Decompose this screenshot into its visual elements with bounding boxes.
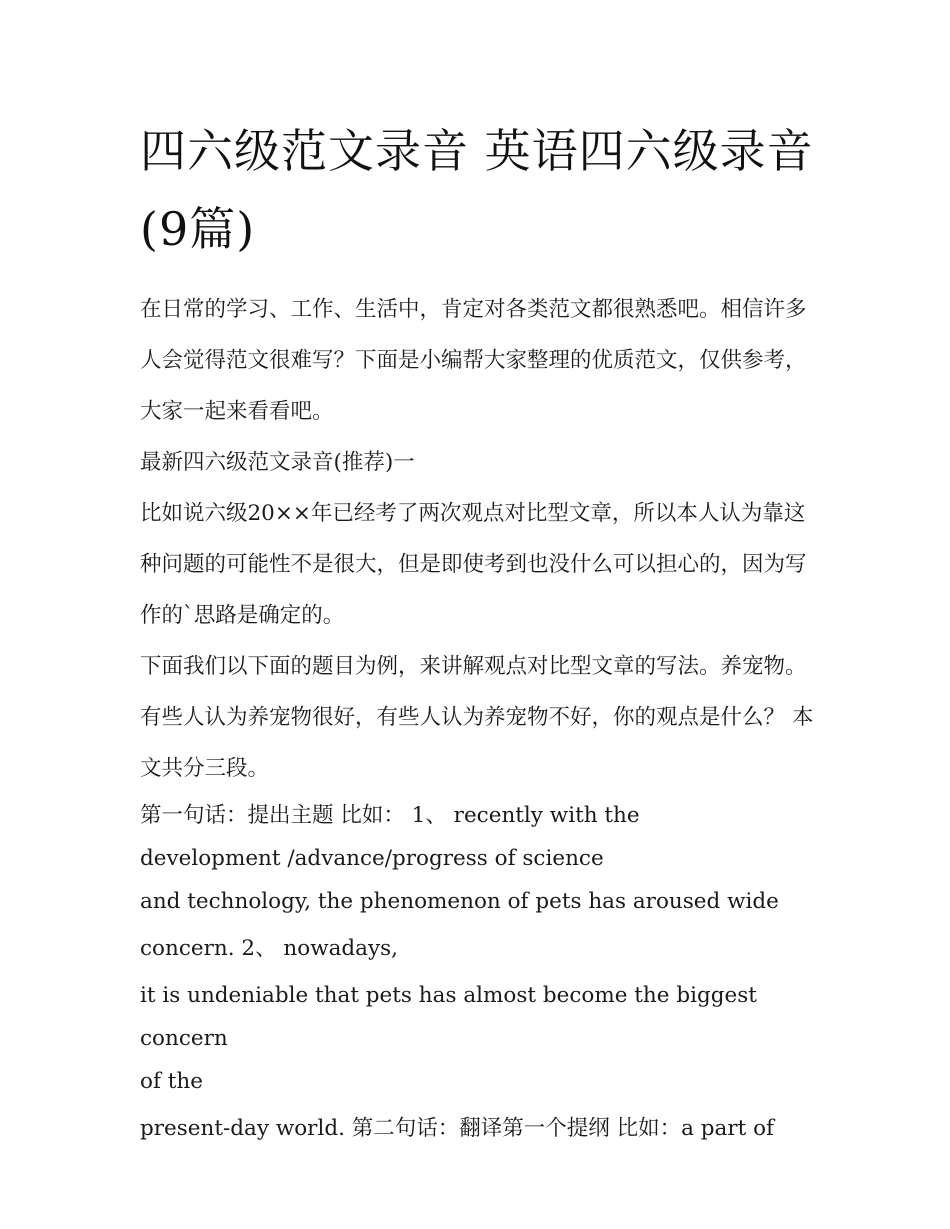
text-line-4: concern. 2、 nowadays, [140,936,399,961]
text-line-5: it is undeniable that pets has almost become the biggest concern [140,983,757,1051]
text-line-1: 第一句话：提出主题 比如： 1、 recently with the [140,803,640,828]
intro-paragraph: 在日常的学习、工作、生活中，肯定对各类范文都很熟悉吧。相信许多人会觉得范文很难写？下面是小编帮大家整理的优质范文，仅供参考，大家一起来看看吧。 [140,297,807,424]
body-paragraph-1: 比如说六级20××年已经考了两次观点对比型文章，所以本人认为靠这种问题的可能性不是很大，但是即使考到也没什么可以担心的，因为写作的`思路是确定的。 [140,501,807,628]
document-page [140,112,820,1154]
text-line-7: present-day world. 第二句话：翻译第一个提纲 比如：a part of [140,1116,774,1141]
section-heading: 最新四六级范文录音(推荐)一 [140,450,415,475]
text-line-2: development /advance/progress of science [140,846,604,871]
text-line-6: of the [140,1069,203,1094]
text-line-3: and technology, the phenomenon of pets has aroused wide [140,889,779,914]
body-paragraph-2: 下面我们以下面的题目为例，来讲解观点对比型文章的写法。养宠物。有些人认为养宠物很好，有些人认为养宠物不好，你的观点是什么？ 本文共分三段。 [140,654,814,781]
document-title: 四六级范文录音 英语四六级录音(9篇) [140,124,814,256]
